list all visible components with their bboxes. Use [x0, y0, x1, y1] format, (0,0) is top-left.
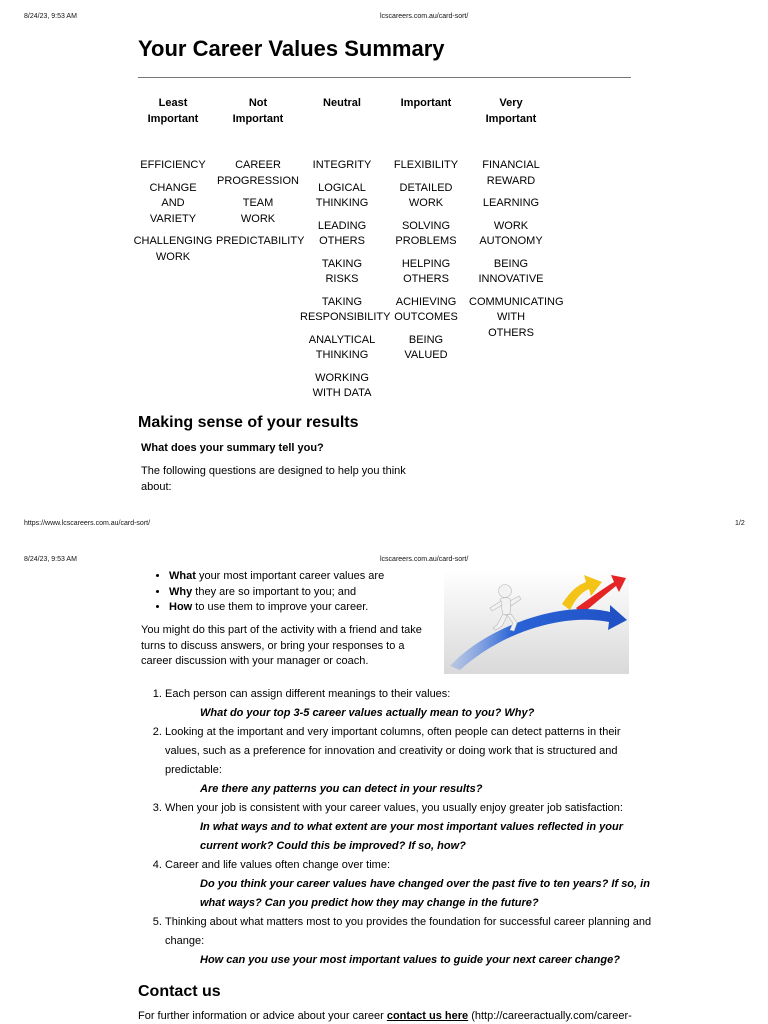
print-footer-url: https://www.lcscareers.com.au/card-sort/	[24, 520, 151, 527]
activity-paragraph: You might do this part of the activity with a friend and take turns to discuss answers, or bring your responses to a career discussion with your manager or coach.	[141, 624, 422, 667]
value-card: ACHIEVING OUTCOMES	[394, 295, 458, 323]
reflection-questions	[146, 685, 655, 970]
value-card: FINANCIAL REWARD	[482, 159, 540, 187]
contact-heading: Contact us	[138, 983, 221, 1000]
results-subheading: What does your summary tell you?	[141, 442, 324, 454]
title-divider	[138, 77, 631, 78]
list-item	[169, 600, 384, 616]
question-context: Career and life values often change over time:	[165, 859, 391, 871]
value-card: TAKING RESPONSIBILITY	[300, 295, 391, 323]
value-card: ANALYTICAL THINKING	[308, 333, 376, 361]
print-header-url: lcscareers.com.au/card-sort/	[380, 556, 469, 563]
value-card: COMMUNICATING WITH OTHERS	[469, 295, 564, 339]
column-header: Least Important	[147, 97, 199, 125]
value-card: FLEXIBILITY	[393, 159, 459, 171]
contact-paragraph	[138, 1010, 632, 1022]
value-card: DETAILED WORK	[399, 181, 453, 209]
print-footer-page-number: 1/2	[735, 520, 745, 527]
value-card: BEING VALUED	[404, 333, 448, 361]
bullet-keyword: Why	[169, 585, 193, 598]
column-not-important	[216, 96, 305, 257]
value-card: CHALLENGING WORK	[133, 235, 213, 263]
value-card: SOLVING PROBLEMS	[395, 219, 457, 247]
print-header-date: 8/24/23, 9:53 AM	[24, 13, 77, 20]
value-card: CHANGE AND VARIETY	[149, 181, 197, 225]
contact-us-link[interactable]: contact us here	[386, 1010, 469, 1022]
contact-text: For further information or advice about your career	[138, 1010, 387, 1022]
value-card: BEING INNOVATIVE	[478, 257, 544, 285]
value-card: CAREER PROGRESSION	[217, 159, 299, 187]
value-card: LEARNING	[482, 197, 540, 209]
reflection-bullets	[151, 569, 384, 616]
question-prompt: Do you think your career values have changed over the past five to ten years? If so, in what ways? Can you predict how they may change in the future?	[200, 878, 650, 909]
value-card: LOGICAL THINKING	[315, 181, 369, 209]
contact-link-url: (http://careeractually.com/career-	[468, 1010, 632, 1022]
column-important	[384, 96, 468, 371]
value-card: HELPING OTHERS	[401, 257, 451, 285]
column-very-important	[469, 96, 564, 348]
column-header: Not Important	[232, 97, 284, 125]
column-neutral	[300, 96, 391, 409]
value-card: WORKING WITH DATA	[312, 371, 372, 399]
column-header: Very Important	[485, 97, 537, 125]
question-prompt: How can you use your most important values to guide your next career change?	[200, 954, 620, 966]
list-item	[165, 799, 655, 856]
list-item	[165, 856, 655, 913]
bullet-text: your most important career values are	[195, 570, 385, 582]
list-item	[165, 685, 655, 723]
question-context: Looking at the important and very important columns, often people can detect patterns in their values, such as a preference for innovation and creativity or doing work that is structured and predictable:	[165, 726, 621, 776]
list-item	[169, 569, 384, 585]
value-card: TEAM WORK	[240, 197, 276, 225]
bullet-text: they are so important to you; and	[192, 585, 357, 598]
figure-walking-on-arrows-illustration	[444, 570, 629, 674]
results-heading: Making sense of your results	[138, 414, 359, 431]
value-card: INTEGRITY	[312, 159, 372, 171]
question-prompt: In what ways and to what extent are your most important values reflected in your current work? Could this be improved? If so, how?	[200, 821, 623, 852]
bullet-text: to use them to improve your career.	[192, 601, 369, 613]
value-card: PREDICTABILITY	[216, 235, 305, 247]
page-title: Your Career Values Summary	[138, 36, 445, 61]
value-card: WORK AUTONOMY	[479, 219, 543, 247]
results-intro: The following questions are designed to help you think about:	[141, 465, 406, 493]
print-header-date: 8/24/23, 9:53 AM	[24, 556, 77, 563]
question-context: When your job is consistent with your career values, you usually enjoy greater job satisfaction:	[165, 802, 623, 814]
column-header: Neutral	[323, 97, 361, 109]
column-header: Important	[400, 97, 452, 109]
list-item	[165, 913, 655, 970]
question-prompt: Are there any patterns you can detect in your results?	[200, 783, 483, 795]
value-card: TAKING RISKS	[321, 257, 363, 285]
question-context: Thinking about what matters most to you provides the foundation for successful career planning and change:	[165, 916, 652, 947]
list-item	[169, 585, 384, 601]
print-header-url: lcscareers.com.au/card-sort/	[380, 13, 469, 20]
column-least-important	[131, 96, 215, 272]
bullet-keyword: How	[169, 601, 193, 613]
question-context: Each person can assign different meanings to their values:	[165, 688, 451, 700]
list-item	[165, 723, 655, 799]
value-card: EFFICIENCY	[140, 159, 206, 171]
bullet-keyword: What	[169, 570, 196, 582]
question-prompt: What do your top 3-5 career values actually mean to you? Why?	[200, 707, 535, 719]
value-card: LEADING OTHERS	[317, 219, 367, 247]
